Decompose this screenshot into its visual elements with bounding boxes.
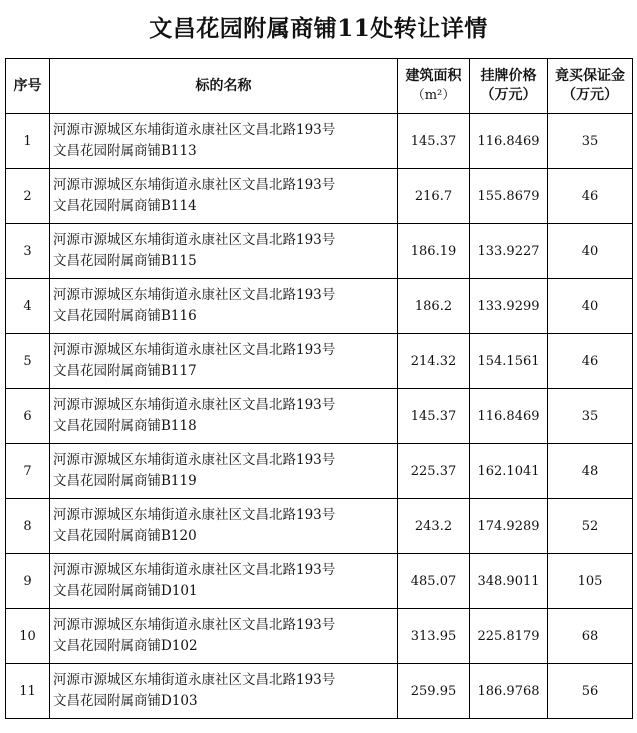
shop-transfer-table [5,58,633,719]
header-name: 标的名称 [50,59,398,114]
table-row [6,224,633,279]
cell-deposit: 68 [548,609,633,664]
cell-index: 6 [6,389,50,444]
cell-price: 155.8679 [470,169,548,224]
cell-name: 河源市源城区东埔街道永康社区文昌北路193号 文昌花园附属商铺B113 [50,114,398,169]
cell-index: 1 [6,114,50,169]
cell-area: 214.32 [398,334,470,389]
table-row [6,609,633,664]
cell-price: 133.9299 [470,279,548,334]
cell-deposit: 56 [548,664,633,719]
cell-name: 河源市源城区东埔街道永康社区文昌北路193号 文昌花园附属商铺B114 [50,169,398,224]
table-row [6,499,633,554]
cell-deposit: 35 [548,114,633,169]
cell-price: 116.8469 [470,389,548,444]
cell-area: 186.2 [398,279,470,334]
cell-price: 133.9227 [470,224,548,279]
cell-area: 313.95 [398,609,470,664]
cell-area: 216.7 [398,169,470,224]
cell-index: 7 [6,444,50,499]
cell-deposit: 40 [548,279,633,334]
cell-area: 186.19 [398,224,470,279]
cell-index: 5 [6,334,50,389]
cell-area: 485.07 [398,554,470,609]
cell-area: 259.95 [398,664,470,719]
cell-index: 11 [6,664,50,719]
table-row [6,389,633,444]
cell-price: 154.1561 [470,334,548,389]
cell-name: 河源市源城区东埔街道永康社区文昌北路193号 文昌花园附属商铺D102 [50,609,398,664]
cell-area: 225.37 [398,444,470,499]
cell-index: 3 [6,224,50,279]
cell-price: 225.8179 [470,609,548,664]
cell-area: 145.37 [398,389,470,444]
cell-deposit: 105 [548,554,633,609]
cell-price: 186.9768 [470,664,548,719]
table-row [6,114,633,169]
table-row [6,279,633,334]
cell-price: 116.8469 [470,114,548,169]
cell-area: 145.37 [398,114,470,169]
page-title: 文昌花园附属商铺11处转让详情 [149,15,488,42]
cell-name: 河源市源城区东埔街道永康社区文昌北路193号 文昌花园附属商铺B116 [50,279,398,334]
cell-name: 河源市源城区东埔街道永康社区文昌北路193号 文昌花园附属商铺B117 [50,334,398,389]
cell-index: 4 [6,279,50,334]
header-price [470,59,548,114]
cell-index: 9 [6,554,50,609]
header-index: 序号 [6,59,50,114]
cell-name: 河源市源城区东埔街道永康社区文昌北路193号 文昌花园附属商铺B115 [50,224,398,279]
header-area-unit: （m²） [411,88,456,103]
cell-price: 162.1041 [470,444,548,499]
cell-deposit: 52 [548,499,633,554]
cell-deposit: 46 [548,169,633,224]
cell-name: 河源市源城区东埔街道永康社区文昌北路193号 文昌花园附属商铺B118 [50,389,398,444]
cell-deposit: 46 [548,334,633,389]
cell-name: 河源市源城区东埔街道永康社区文昌北路193号 文昌花园附属商铺D103 [50,664,398,719]
table-row [6,334,633,389]
cell-area: 243.2 [398,499,470,554]
table-header-row [6,59,633,114]
cell-deposit: 35 [548,389,633,444]
cell-index: 2 [6,169,50,224]
cell-index: 10 [6,609,50,664]
header-deposit [548,59,633,114]
header-area [398,59,470,114]
header-deposit-unit: （万元） [562,87,618,103]
table-row [6,169,633,224]
cell-index: 8 [6,499,50,554]
table-row [6,664,633,719]
table-row [6,554,633,609]
cell-name: 河源市源城区东埔街道永康社区文昌北路193号 文昌花园附属商铺B120 [50,499,398,554]
header-area-label: 建筑面积 [405,68,462,84]
header-price-label: 挂牌价格 [480,68,537,84]
cell-price: 174.9289 [470,499,548,554]
cell-deposit: 48 [548,444,633,499]
header-price-unit: （万元） [480,87,537,103]
header-deposit-label: 竟买保证金 [555,68,625,84]
cell-price: 348.9011 [470,554,548,609]
cell-deposit: 40 [548,224,633,279]
cell-name: 河源市源城区东埔街道永康社区文昌北路193号 文昌花园附属商铺B119 [50,444,398,499]
cell-name: 河源市源城区东埔街道永康社区文昌北路193号 文昌花园附属商铺D101 [50,554,398,609]
table-row [6,444,633,499]
